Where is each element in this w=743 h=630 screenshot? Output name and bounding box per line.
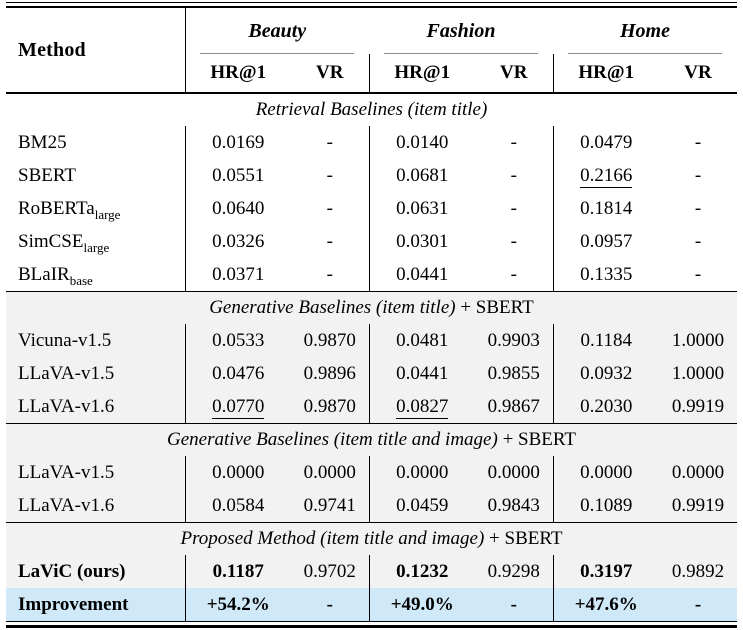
metric-cell: 0.1814	[553, 192, 659, 225]
metric-cell: 0.9702	[291, 555, 369, 588]
group-header-row	[6, 8, 737, 54]
table-row	[6, 258, 737, 292]
home-hr1-header: HR@1	[553, 54, 659, 93]
home-vr-header: VR	[659, 54, 737, 93]
metric-cell: 0.1232	[369, 555, 475, 588]
metric-cell: 0.9919	[659, 390, 737, 424]
section-title	[6, 424, 737, 457]
group-header-fashion	[369, 8, 553, 54]
beauty-vr-header: VR	[291, 54, 369, 93]
metric-cell: 0.0441	[369, 258, 475, 292]
metric-cell	[553, 159, 659, 192]
section-title-text: Retrieval Baselines (item title)	[255, 99, 488, 120]
results-table	[6, 8, 737, 621]
underlined-value: 0.0770	[212, 395, 265, 417]
table-row-lavic	[6, 555, 737, 588]
method-name: RoBERTa	[18, 197, 95, 219]
table-row	[6, 357, 737, 390]
metric-cell: -	[475, 588, 553, 621]
metric-cell: 0.0631	[369, 192, 475, 225]
bottom-rule-thick	[6, 625, 737, 628]
underlined-value: 0.0827	[396, 395, 449, 417]
section-title-row	[6, 93, 737, 126]
metric-cell: 0.0932	[553, 357, 659, 390]
metric-cell: 0.9867	[475, 390, 553, 424]
metric-cell: 0.9919	[659, 489, 737, 523]
underlined-value: 0.2166	[580, 164, 633, 186]
metric-cell: +54.2%	[185, 588, 291, 621]
method-cell: LLaVA-v1.5	[6, 456, 185, 489]
method-cell: SBERT	[18, 164, 76, 186]
metric-cell: 0.0169	[185, 126, 291, 159]
metric-cell: 0.0441	[369, 357, 475, 390]
metric-cell: -	[510, 230, 517, 252]
metric-cell: 0.2030	[553, 390, 659, 424]
table-row	[6, 390, 737, 424]
method-cell: LLaVA-v1.6	[6, 390, 185, 424]
metric-cell: -	[510, 164, 517, 186]
section-title-suffix: + SBERT	[455, 297, 534, 318]
section-title-suffix: + SBERT	[484, 528, 563, 549]
table-row	[6, 324, 737, 357]
metric-cell: -	[326, 263, 333, 285]
metric-cell: 0.0481	[369, 324, 475, 357]
metric-cell: 0.9870	[291, 390, 369, 424]
method-cell: LLaVA-v1.5	[6, 357, 185, 390]
metric-cell: 0.0000	[553, 456, 659, 489]
bottom-rule-thin	[6, 621, 737, 622]
metric-cell: -	[694, 230, 702, 252]
method-cell: BM25	[18, 131, 67, 153]
metric-cell: 0.1089	[553, 489, 659, 523]
method-cell: Vicuna-v1.5	[6, 324, 185, 357]
metric-cell: 0.9896	[291, 357, 369, 390]
metric-cell: 0.0140	[369, 126, 475, 159]
metric-cell: 0.0326	[185, 225, 291, 258]
metric-cell: 0.9843	[475, 489, 553, 523]
table-row	[6, 225, 737, 258]
metric-cell: 0.9741	[291, 489, 369, 523]
section-title-row	[6, 523, 737, 556]
metric-cell: 0.0476	[185, 357, 291, 390]
metric-cell: +47.6%	[553, 588, 659, 621]
metric-cell: -	[510, 131, 517, 153]
metric-cell: 0.0000	[291, 456, 369, 489]
metric-cell: 0.9892	[659, 555, 737, 588]
home-underline-rule	[568, 53, 723, 54]
method-subscript: large	[94, 206, 121, 222]
metric-cell: 0.0479	[553, 126, 659, 159]
section-proposed-method	[6, 523, 737, 622]
metric-cell: -	[326, 164, 333, 186]
metric-cell: -	[694, 131, 702, 153]
metric-cell: -	[291, 588, 369, 621]
metric-cell: 0.0533	[185, 324, 291, 357]
metric-cell: -	[510, 263, 517, 285]
method-cell: LLaVA-v1.6	[6, 489, 185, 523]
beauty-underline-rule	[200, 53, 354, 54]
metric-cell: -	[326, 230, 333, 252]
fashion-underline-rule	[384, 53, 539, 54]
group-label-beauty: Beauty	[248, 19, 307, 42]
section-title-suffix: + SBERT	[497, 429, 577, 450]
table-row	[6, 126, 737, 159]
section-title	[6, 292, 737, 325]
metric-cell: 0.1184	[553, 324, 659, 357]
top-rule-thin	[6, 2, 737, 3]
table-header	[6, 8, 737, 93]
method-name: BLaIR	[18, 263, 70, 285]
fashion-hr1-header: HR@1	[369, 54, 475, 93]
method-name: SimCSE	[18, 230, 84, 252]
section-title-text: Generative Baselines (item title)	[209, 297, 456, 318]
metric-cell: 0.3197	[553, 555, 659, 588]
metric-cell: -	[694, 197, 702, 219]
metric-cell: 0.0640	[185, 192, 291, 225]
metric-cell: 0.9298	[475, 555, 553, 588]
metric-cell: 1.0000	[659, 324, 737, 357]
group-label-fashion: Fashion	[426, 19, 496, 42]
metric-cell: 0.1335	[553, 258, 659, 292]
metric-cell: 0.0000	[185, 456, 291, 489]
metric-cell: -	[510, 197, 517, 219]
section-generative-title	[6, 292, 737, 424]
metric-cell	[369, 390, 475, 424]
method-subscript: large	[83, 239, 110, 255]
metric-cell: 0.0957	[553, 225, 659, 258]
metric-cell: 0.0000	[659, 456, 737, 489]
table-row	[6, 489, 737, 523]
section-retrieval-baselines	[6, 93, 737, 292]
metric-cell: 0.0459	[369, 489, 475, 523]
section-title-text: Generative Baselines (item title and image)	[166, 429, 498, 450]
fashion-vr-header: VR	[475, 54, 553, 93]
table-row	[6, 159, 737, 192]
metric-cell: -	[659, 588, 737, 621]
table-row	[6, 192, 737, 225]
metric-cell: 0.0000	[369, 456, 475, 489]
section-title-row	[6, 292, 737, 325]
metric-cell: 0.9870	[291, 324, 369, 357]
method-cell	[6, 192, 185, 225]
metric-cell: -	[326, 131, 333, 153]
method-cell: Improvement	[6, 588, 185, 621]
method-column-header: Method	[6, 8, 185, 93]
metric-cell: 0.0551	[185, 159, 291, 192]
metric-cell: +49.0%	[369, 588, 475, 621]
group-header-beauty	[185, 8, 369, 54]
group-header-home	[553, 8, 737, 54]
section-title-row	[6, 424, 737, 457]
metric-cell: -	[326, 197, 333, 219]
metric-cell: 0.0000	[475, 456, 553, 489]
metric-cell: -	[694, 263, 702, 285]
metric-cell: -	[694, 164, 702, 186]
method-cell	[6, 258, 185, 292]
metric-cell: 0.0371	[185, 258, 291, 292]
method-cell: LaViC (ours)	[6, 555, 185, 588]
method-cell	[6, 225, 185, 258]
metric-cell: 1.0000	[659, 357, 737, 390]
metric-cell: 0.0681	[369, 159, 475, 192]
table-row	[6, 456, 737, 489]
beauty-hr1-header: HR@1	[185, 54, 291, 93]
section-title	[6, 93, 737, 126]
metric-cell: 0.9855	[475, 357, 553, 390]
method-subscript: base	[69, 272, 93, 288]
metric-cell: 0.9903	[475, 324, 553, 357]
table-row-improvement	[6, 588, 737, 621]
metric-cell: 0.1187	[185, 555, 291, 588]
section-title	[6, 523, 737, 556]
group-label-home: Home	[620, 19, 670, 42]
metric-cell: 0.0301	[369, 225, 475, 258]
section-title-text: Proposed Method (item title and image)	[180, 528, 485, 549]
metric-cell: 0.0584	[185, 489, 291, 523]
metric-cell	[185, 390, 291, 424]
section-generative-title-image	[6, 424, 737, 523]
